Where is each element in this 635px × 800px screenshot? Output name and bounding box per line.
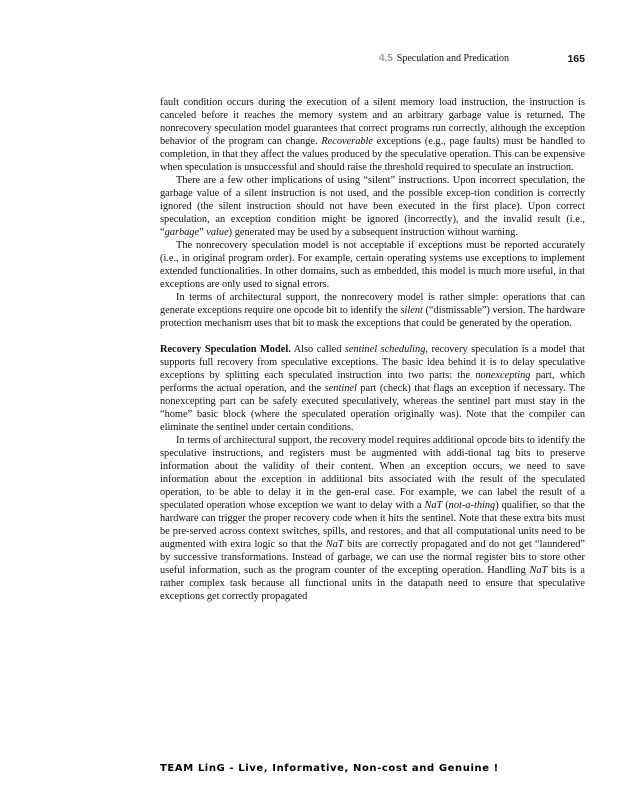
body-text (160, 96, 585, 603)
page-number: 165 (567, 53, 585, 65)
paragraph-6: In terms of architectural support, the recovery model requires additional opcode bits to identify the speculative instructions, and registers must be augmented with addi-tional tag bits to preserve information about the validity of their content. When an exception occurs, we need to save information about the exception in additional bits associated with the result of the speculated operation, to be able to delay it in the gen-eral case. For example, we can label the result of a speculated operation whose exception we want to delay with a NaT (not-a-thing) qualifier, so that the hardware can trigger the proper recovery code when it hits the sentinel. Note that these extra bits must be pre-served across context switches, spills, and restores, and that all computational units need to be augmented with extra logic so that the NaT bits are correctly propagated and do not get “laundered” by successive transformations. Instead of garbage, we can use the normal register bits to store other useful information, such as the program counter of the excepting operation. Handling NaT bits is a rather complex task because all functional units in the datapath need to ensure that speculative exceptions get correctly propagated (160, 435, 586, 602)
paragraph-recovery-model: Recovery Speculation Model. Also called sentinel scheduling, recovery speculation is a model that supports full recovery from speculative exceptions. The basic idea behind it is to delay speculative exceptions by splitting each speculated instruction into two parts: the nonexcepting part, which performs the actual operation, and the sentinel part (check) that flags an exception if necessary. The nonexcepting part can be safely executed speculatively, whereas the sentinel part must stay in the “home” basic block (where the speculated operation originally was). Note that the compiler can eliminate the sentinel under certain conditions. (160, 344, 585, 433)
paragraph-4: In terms of architectural support, the nonrecovery model is rather simple: operations that can generate exceptions require one opcode bit to identify the silent (“dismissable”) version. The hardware protection mechanism uses that bit to mask the exceptions that could be generated by the operation. (160, 292, 586, 329)
running-header (160, 53, 585, 67)
subsection-heading: Recovery Speculation Model. (160, 344, 291, 355)
section-title (379, 53, 509, 64)
section-number: 4.5 (378, 53, 393, 64)
footer-watermark: TEAM LinG - Live, Informative, Non-cost and Genuine ! (160, 763, 499, 774)
paragraph-1: fault condition occurs during the execution of a silent memory load instruction, the instruction is canceled before it reaches the memory system and an arbitrary garbage value is returned. The nonrecovery speculation model guarantees that correct programs run correctly, although the exception behavior of the program can change. Recoverable exceptions (e.g., page faults) must be handled to completion, in that they affect the values produced by the speculative operation. This can be expensive when speculation is unsuccessful and should raise the threshold required to speculate an instruction. (160, 97, 586, 173)
section-title-text: Speculation and Predication (396, 53, 509, 64)
paragraph-2: There are a few other implications of using “silent” instructions. Upon incorrect speculation, the garbage value of a silent instruction is not used, and the possible excep-tion condition is correctly ignored (the silent instruction should not have been executed in the first place). Upon correct speculation, an exception condition might be ignored (incorrectly), and the invalid result (i.e., “garbage” value) generated may be used by a subsequent instruction without warning. (160, 175, 585, 238)
paragraph-3: The nonrecovery speculation model is not acceptable if exceptions must be reported accurately (i.e., in original program order). For example, certain operating systems use exceptions to implement extended functionalities. In other domains, such as embedded, this model is much more useful, in that exceptions are only used to signal errors. (160, 240, 585, 290)
